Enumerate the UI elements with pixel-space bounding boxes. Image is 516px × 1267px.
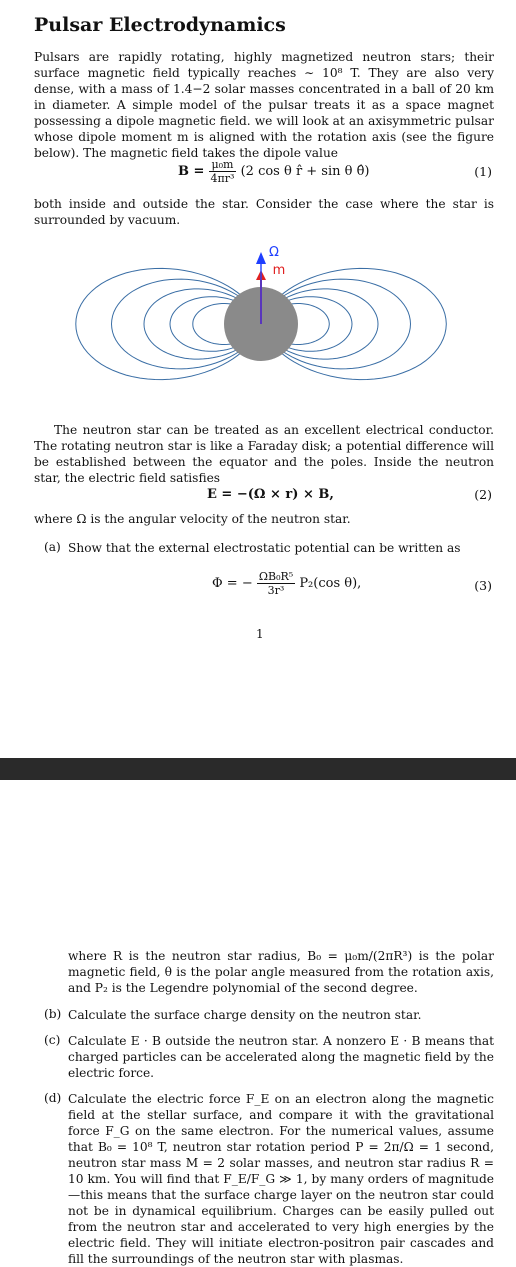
equation-2: E = −(Ω × r) × B, — [207, 487, 334, 502]
part-c-text: Calculate E · B outside the neutron star. A nonzero E · B means that charged particles can be accelerated along the magnetic field by the electric force. — [68, 1034, 494, 1080]
page-title: Pulsar Electrodynamics — [34, 14, 286, 36]
eq1-lhs: B = — [178, 164, 205, 179]
equation-3 — [212, 570, 361, 597]
eq3-denominator: 3r³ — [267, 584, 285, 597]
part-c-label: (c) — [44, 1033, 61, 1047]
intro-paragraph: Pulsars are rapidly rotating, highly magnetized neutron stars; their surface magnetic field typically reaches ∼ 10⁸ T. They are also very dense, with a mass of 1.4−2 solar masses concentrated in a ball of 20 km in diameter. A simple model of the pulsar treats it as a space magnet possessing a dipole magnetic field. we will look at an axisymmetric pulsar whose dipole moment m is aligned with the rotation axis (see the figure below). The magnetic field takes the dipole value — [34, 50, 494, 160]
eq2-number: (2) — [474, 487, 492, 502]
part-d-text: Calculate the electric force F_E on an electron along the magnetic field at the stellar surface, and compare it with the gravitational force F_G on the same electron. For the numerical values, assume that B₀ = 10⁸ T, neutron star rotation period P = 2π/Ω = 1 second, neutron star mass M = 2 solar masses, and neutron star radius R = 10 km. You will find that F_E/F_G ≫ 1, by many orders of magnitude—this means that the surface charge layer on the neutron star could not be in dynamical equilibrium. Charges can be easily pulled out from the neutron star and accelerated to very high energies by the electric field. They will initiate electron-positron pair cascades and fill the surroundings of the neutron star with plasmas. — [68, 1092, 494, 1266]
page-divider — [0, 758, 516, 780]
after-eq2-paragraph: where Ω is the angular velocity of the neutron star. — [34, 512, 351, 526]
eq3-rhs: P₂(cos θ), — [299, 576, 362, 591]
eq3-lhs: Φ = − — [212, 576, 253, 591]
part-d-label: (d) — [44, 1091, 62, 1105]
eq1-denominator: 4πr³ — [210, 172, 235, 185]
page-number: 1 — [256, 627, 264, 641]
dipole-figure — [70, 240, 450, 410]
conductor-paragraph: The neutron star can be treated as an excellent electrical conductor. The rotating neutron star is like a Faraday disk; a potential difference will be established between the equator and the poles. Inside the neutron star, the electric field satisfies — [34, 423, 494, 485]
part-b-text: Calculate the surface charge density on the neutron star. — [68, 1008, 422, 1022]
eq1-fraction — [209, 158, 237, 185]
m-label: m — [272, 263, 286, 278]
equation-1 — [178, 158, 370, 185]
page2-continuation: where R is the neutron star radius, B₀ = μ₀m/(2πR³) is the polar magnetic field, θ is the polar angle measured from the rotation axis, and P₂ is the Legendre polynomial of the second degree. — [68, 949, 494, 995]
part-a-label: (a) — [44, 540, 61, 554]
eq3-number: (3) — [474, 578, 492, 593]
eq3-fraction — [257, 570, 295, 597]
page-2 — [0, 780, 516, 1264]
omega-label: Ω — [269, 245, 279, 260]
part-a-text: Show that the external electrostatic potential can be written as — [68, 541, 461, 555]
omega-arrow-head — [256, 252, 266, 264]
eq3-numerator: ΩB₀R⁵ — [258, 570, 294, 583]
eq1-number: (1) — [474, 164, 492, 179]
after-eq1-paragraph: both inside and outside the star. Consider the case where the star is surrounded by vacuum. — [34, 197, 494, 227]
eq1-numerator: μ₀m — [209, 158, 237, 172]
part-b-label: (b) — [44, 1007, 62, 1021]
eq1-rhs: (2 cos θ r̂ + sin θ θ̂) — [240, 164, 370, 179]
